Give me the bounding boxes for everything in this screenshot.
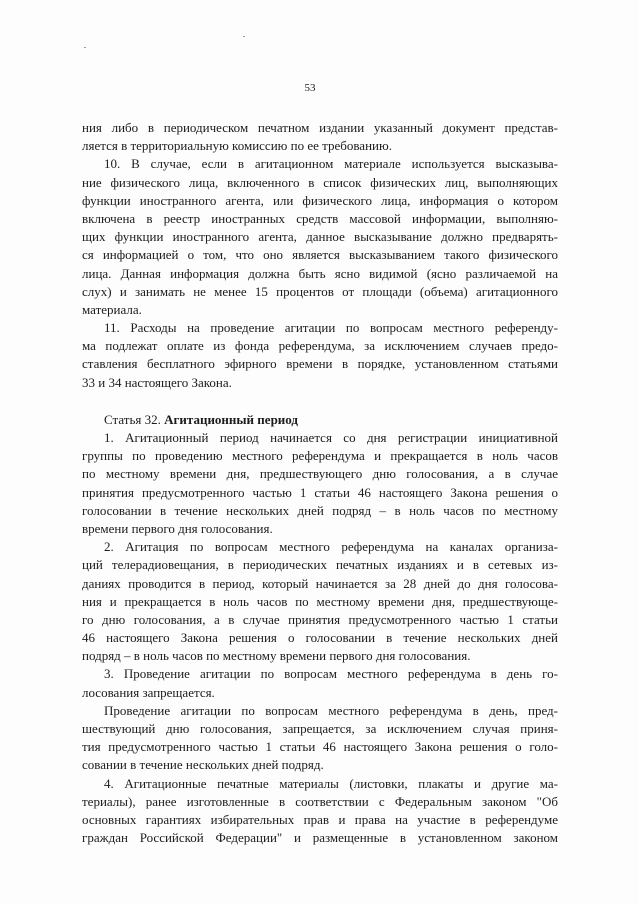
- text-line: лица. Данная информация должна быть ясно видимой (ясно различаемой на: [82, 265, 558, 281]
- text-line: принятия предусмотренного частью 1 статьи 46 настоящего Закона решения о: [82, 484, 558, 500]
- paragraph-block: [82, 119, 558, 392]
- text-line: 3. Проведение агитации по вопросам местного референдума в день го-: [104, 666, 558, 682]
- section-gap: [82, 392, 558, 411]
- text-line: ставления бесплатного эфирного времени в порядке, установленном статьями: [82, 356, 558, 372]
- text-line: ния либо в периодическом печатном издании указанный документ представ-: [82, 120, 558, 135]
- text-line: териалы), ранее изготовленные в соответствии с Федеральным законом "Об: [82, 793, 558, 809]
- text-line: 33 и 34 настоящего Закона.: [82, 374, 232, 390]
- text-line: включена в реестр иностранных средств массовой информации, выполняю-: [82, 210, 558, 226]
- text-line: ся информацией о том, что оно является высказыванием такого физического: [82, 247, 558, 263]
- text-line: 10. В случае, если в агитационном материале используется высказыва-: [104, 156, 558, 172]
- article-number: Статья 32.: [104, 411, 165, 427]
- text-line: основных гарантиях избирательных прав и права на участие в референдуме: [82, 811, 558, 827]
- text-line: даниях проводится в период, который начинается за 28 дней до дня голосова-: [82, 575, 558, 591]
- text-line: ций телерадиовещания, в периодических печатных изданиях и в сетевых из-: [82, 557, 558, 573]
- text-line: щих функции иностранного агента, данное высказывание должно предварять-: [82, 229, 558, 245]
- text-line: группы по проведению местного референдума и прекращается в ноль часов: [82, 448, 558, 464]
- text-line: ние физического лица, включенного в список физических лиц, выполняющих: [82, 174, 558, 190]
- text-line: граждан Российской Федерации" и размещенные в установленном законом: [82, 830, 558, 846]
- document-body: [82, 119, 558, 847]
- article-heading: [82, 411, 558, 429]
- text-line: лосования запрещается.: [82, 684, 215, 700]
- text-line: ния и прекращается в ноль часов по местному времени дня, предшествующе-: [82, 593, 558, 609]
- text-line: тия предусмотренного частью 1 статьи 46 настоящего Закона решения о голо-: [82, 739, 558, 755]
- text-line: 4. Агитационные печатные материалы (листовки, плакаты и другие ма-: [104, 775, 558, 791]
- scan-speck: [243, 36, 245, 37]
- text-line: 46 настоящего Закона решения о голосовании в течение нескольких дней: [82, 630, 558, 646]
- text-line: Проведение агитации по вопросам местного референдума в день, пред-: [104, 702, 558, 718]
- text-line: подряд – в ноль часов по местному времени первого дня голосования.: [82, 648, 471, 664]
- article-body: [82, 429, 558, 847]
- page-number: 53: [304, 82, 316, 94]
- article-title: Агитационный период: [164, 411, 298, 427]
- text-line: времени первого дня голосования.: [82, 520, 273, 536]
- text-line: слух) и занимать не менее 15 процентов от площади (объема) агитационного: [82, 283, 558, 299]
- text-line: 11. Расходы на проведение агитации по вопросам местного референду-: [104, 320, 558, 336]
- text-line: шествующий дню голосования, запрещается, за исключением случая приня-: [82, 721, 558, 736]
- text-line: го дню голосования, а в случае принятия предусмотренного частью 1 статьи: [82, 611, 558, 627]
- text-line: голосовании в течение нескольких дней подряд – в ноль часов по местному: [82, 502, 558, 518]
- text-line: 1. Агитационный период начинается со дня регистрации инициативной: [104, 430, 558, 445]
- text-line: ляется в территориальную комиссию по ее требованию.: [82, 138, 392, 154]
- text-line: 2. Агитация по вопросам местного референдума на каналах организа-: [104, 539, 558, 555]
- text-line: материала.: [82, 301, 142, 317]
- text-line: ма подлежат оплате из фонда референдума, за исключением случаев предо-: [82, 338, 558, 354]
- text-line: совании в течение нескольких дней подряд.: [82, 757, 324, 773]
- scan-speck: [84, 47, 86, 48]
- text-line: функции иностранного агента, или физического лица, информация о котором: [82, 192, 558, 208]
- text-line: по местному времени дня, предшествующего дню голосования, а в случае: [82, 466, 558, 482]
